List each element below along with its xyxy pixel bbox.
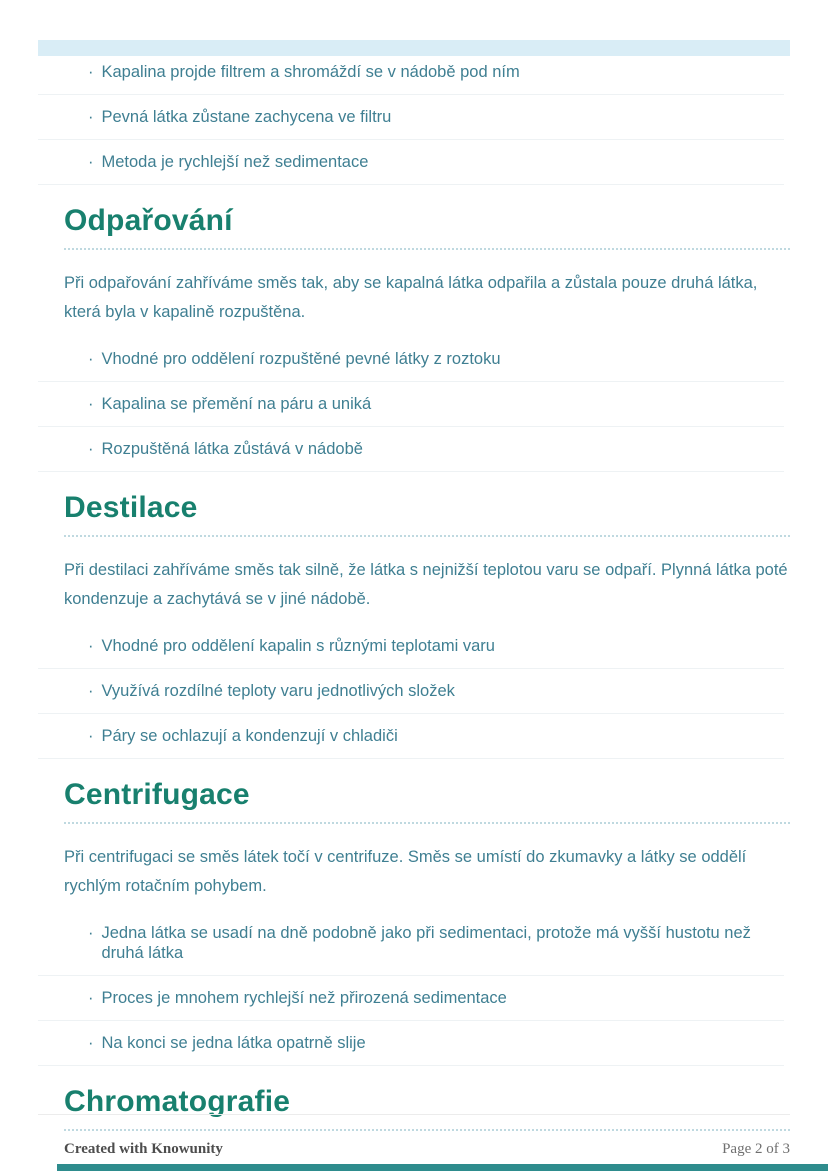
list-item	[88, 1033, 790, 1053]
bullet-text: Proces je mnohem rychlejší než přirozená sedimentace	[101, 988, 507, 1007]
bullet-dot: ·	[88, 395, 94, 413]
bullet-dot: ·	[88, 153, 94, 172]
list-item	[88, 349, 790, 369]
bullet-dot: ·	[88, 349, 94, 368]
section-paragraph: Při odpařování zahříváme směs tak, aby se kapalná látka odpařila a zůstala pouze druhá látka, která byla v kapalině rozpuštěna.	[64, 273, 758, 321]
bullet-dot: ·	[88, 636, 94, 655]
section-paragraph: Při destilaci zahříváme směs tak silně, že látka s nejnižší teplotou varu se odpaří. Plynná látka poté kondenzuje a zachytává se v jiné nádobě.	[64, 560, 788, 608]
bullet-dot: ·	[88, 923, 94, 942]
bullet-text: Vhodné pro oddělení kapalin s různými teplotami varu	[101, 636, 495, 655]
section-heading-chromatografie: Chromatografie	[64, 1086, 790, 1131]
bullet-text: Vhodné pro oddělení rozpuštěné pevné látky z roztoku	[101, 349, 501, 368]
footer-page-number: Page 2 of 3	[722, 1141, 790, 1157]
footer-branding: Created with Knowunity	[64, 1141, 223, 1157]
list-item	[88, 394, 790, 414]
bullet-dot: ·	[88, 63, 94, 81]
bullet-list-centrifugace	[64, 923, 790, 1054]
list-item	[88, 439, 790, 459]
section-heading-destilace: Destilace	[64, 492, 790, 537]
list-item	[88, 62, 790, 82]
list-item	[88, 988, 790, 1008]
bullet-text: Na konci se jedna látka opatrně slije	[101, 1034, 366, 1052]
bullet-text: Jedna látka se usadí na dně podobně jako při sedimentaci, protože má vyšší hustotu než druhá látka	[101, 923, 751, 962]
bullet-dot: ·	[88, 681, 94, 700]
page-content	[64, 62, 790, 1131]
bullet-list-destilace	[64, 636, 790, 746]
section-heading-odparovani: Odpařování	[64, 205, 790, 250]
page-footer	[64, 1141, 790, 1158]
bullet-text: Kapalina projde filtrem a shromáždí se v nádobě pod ním	[101, 63, 520, 81]
list-item	[88, 152, 790, 172]
bullet-dot: ·	[88, 108, 94, 127]
bullet-text: Využívá rozdílné teploty varu jednotlivých složek	[101, 681, 455, 700]
bullet-list-odparovani	[64, 349, 790, 459]
section-heading-centrifugace: Centrifugace	[64, 779, 790, 824]
footer-divider	[38, 1114, 790, 1115]
section-paragraph: Při centrifugaci se směs látek točí v centrifuze. Směs se umístí do zkumavky a látky se oddělí rychlým rotačním pohybem.	[64, 847, 747, 895]
bullet-dot: ·	[88, 440, 94, 459]
list-item	[88, 681, 790, 701]
bullet-dot: ·	[88, 1034, 94, 1052]
bullet-list-filtration	[64, 62, 790, 172]
bullet-text: Pevná látka zůstane zachycena ve filtru	[101, 108, 392, 127]
list-item	[88, 107, 790, 127]
text-highlight-bar	[38, 40, 790, 56]
bullet-text: Páry se ochlazují a kondenzují v chladiči	[101, 727, 398, 745]
bottom-accent-bar	[57, 1164, 828, 1171]
bullet-text: Rozpuštěná látka zůstává v nádobě	[101, 440, 363, 459]
list-item	[88, 726, 790, 746]
bullet-text: Metoda je rychlejší než sedimentace	[101, 153, 369, 172]
bullet-dot: ·	[88, 988, 94, 1007]
list-item	[88, 923, 790, 963]
bullet-text: Kapalina se přemění na páru a uniká	[101, 395, 372, 413]
list-item	[88, 636, 790, 656]
bullet-dot: ·	[88, 727, 94, 745]
